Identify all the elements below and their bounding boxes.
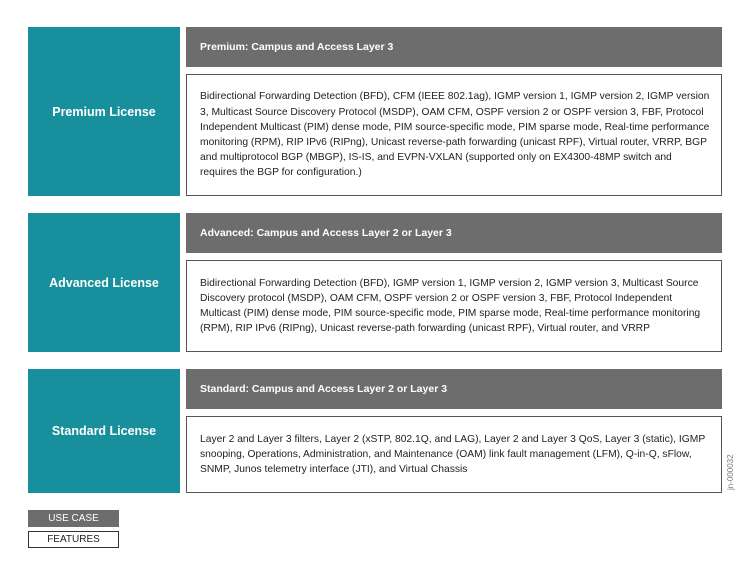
legend-use-case: USE CASE (28, 510, 119, 527)
premium-features-text: Bidirectional Forwarding Detection (BFD), CFM (IEEE 802.1ag), IGMP version 1, IGMP version 2, IGMP version 3, Multicast Source Discovery Protocol (MSDP), OAM CFM, OSPF version 2 or OSPF version 3, FBF, Protocol Independent Multicast (PIM) dense mode, PIM source-specific mode, PIM sparse mode, Real-time performance monitoring (RPM), RIP IPv6 (RIPng), Unicast reverse-path forwarding (unicast RPF), Virtual router, VRRP, BGP and multiprotocol BGP (MBGP), IS-IS, and EVPN-VXLAN (supported only on EX4300-48MP switch and requires the BGP for configuration.) (200, 91, 710, 179)
premium-features-box (186, 74, 722, 196)
advanced-features-text: Bidirectional Forwarding Detection (BFD), IGMP version 1, IGMP version 2, IGMP version 3, Multicast Source Discovery protocol (MSDP), OAM CFM, OSPF version 2 or OSPF version 3, FBF, Protocol Independent Multicast (PIM) dense mode, PIM source-specific mode, PIM sparse mode, Real-time performance monitoring (RPM), RIP IPv6 (RIPng), Unicast reverse-path forwarding (unicast RPF), Virtual router, and VRRP (200, 277, 701, 335)
standard-use-case-bar: Standard: Campus and Access Layer 2 or Layer 3 (186, 369, 722, 409)
advanced-use-case-bar: Advanced: Campus and Access Layer 2 or Layer 3 (186, 213, 722, 253)
standard-license-label: Standard License (28, 369, 180, 493)
legend-features: FEATURES (28, 531, 119, 548)
advanced-features-box (186, 260, 722, 352)
advanced-license-label: Advanced License (28, 213, 180, 352)
standard-features-text: Layer 2 and Layer 3 filters, Layer 2 (xSTP, 802.1Q, and LAG), Layer 2 and Layer 3 QoS, Layer 3 (static), IGMP snooping, Operations, Administration, and Maintenance (OAM) link fault management (LFM), Q-in-Q, sFlow, SNMP, Junos telemetry interface (JTI), and Virtual Chassis (200, 433, 705, 476)
premium-license-label: Premium License (28, 27, 180, 196)
standard-features-box (186, 416, 722, 493)
premium-use-case-bar: Premium: Campus and Access Layer 3 (186, 27, 722, 67)
figure-id: jn-000032 (726, 454, 735, 490)
